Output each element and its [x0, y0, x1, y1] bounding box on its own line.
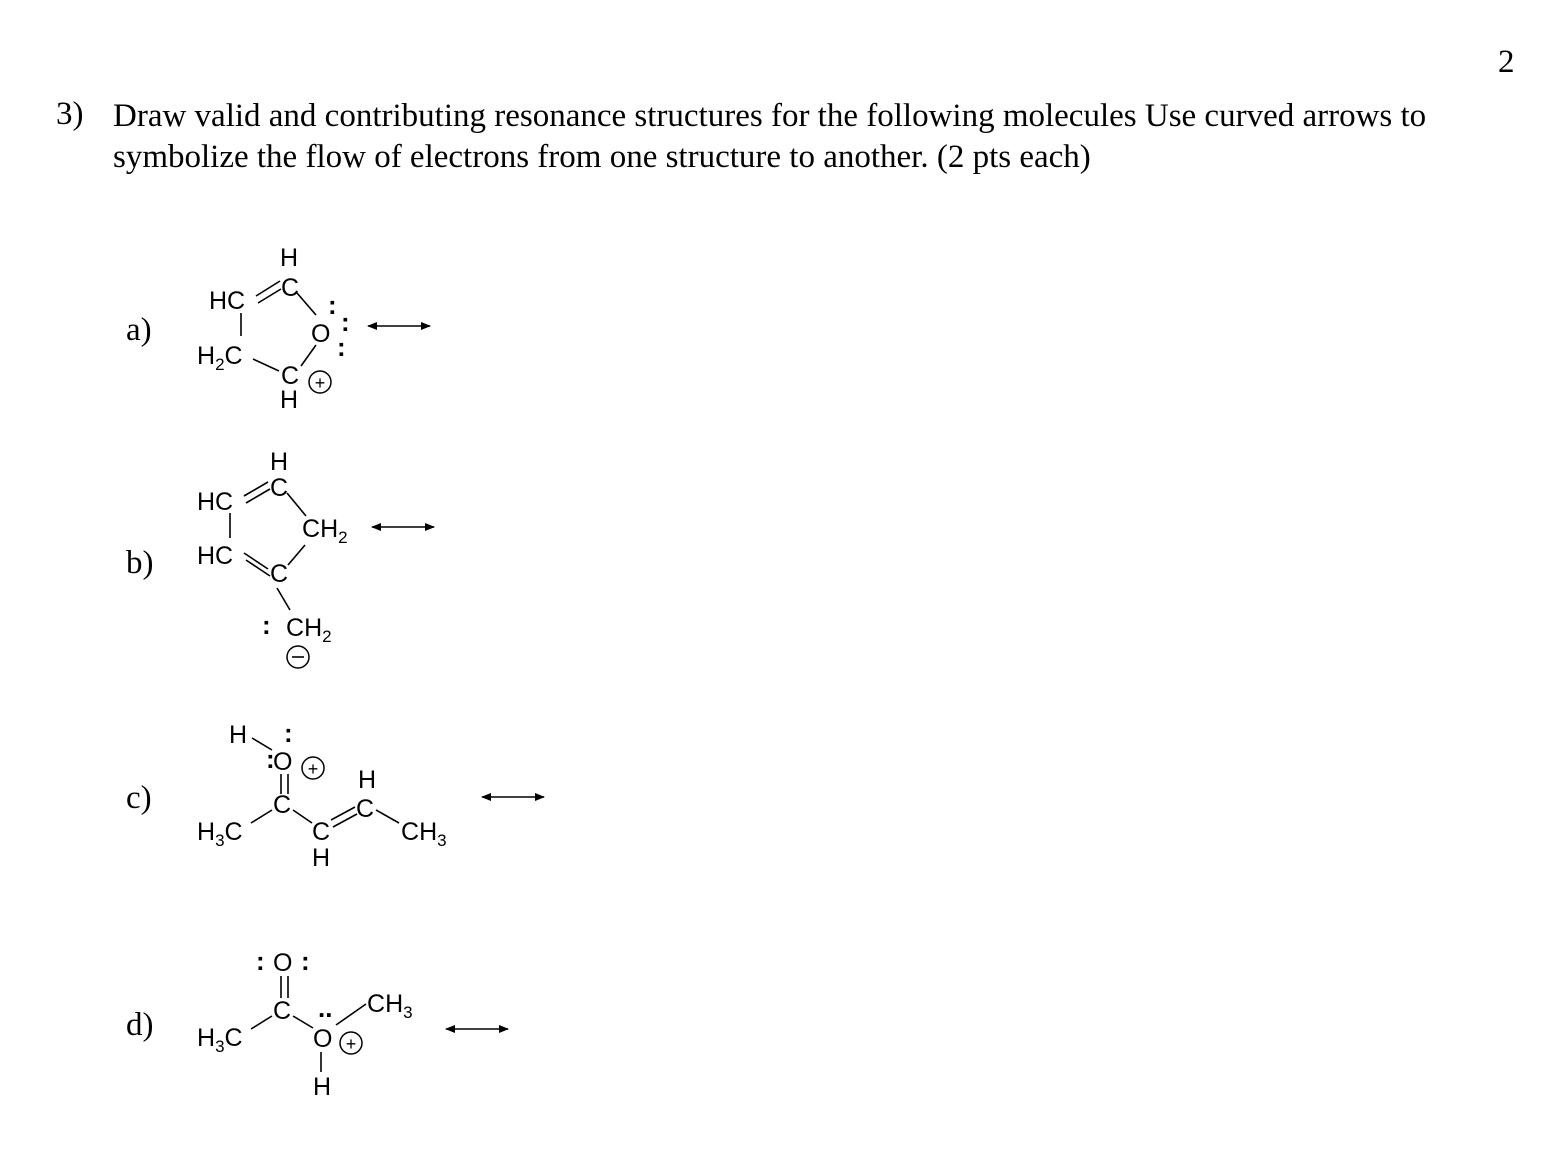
- atom-o: O: [313, 1025, 333, 1053]
- atom-hc: HC: [197, 488, 234, 516]
- atom-c: C: [312, 818, 331, 846]
- part-label-a: a): [126, 312, 152, 348]
- atom-h: H: [312, 844, 331, 872]
- atom-ch3: $CH_3$: [401, 818, 447, 850]
- lone-pair-icon: :: [256, 946, 265, 976]
- atom-h: H: [313, 1073, 332, 1101]
- lone-pair-icon: ..: [318, 993, 333, 1023]
- molecule-b: [197, 448, 434, 668]
- lone-pair-icon: :: [341, 307, 350, 337]
- negative-charge-icon: [287, 646, 309, 668]
- atom-h: H: [229, 721, 248, 749]
- atom-h3c: $H_3C$: [197, 818, 243, 850]
- atom-h3c: $H_3C$: [197, 1024, 243, 1056]
- atom-hc: HC: [209, 287, 246, 315]
- atom-c: C: [281, 274, 300, 302]
- svg-text:+: +: [345, 1034, 357, 1054]
- atom-ch3: $CH_3$: [367, 990, 413, 1022]
- positive-charge-icon: [340, 1032, 362, 1054]
- molecule-d: [197, 946, 508, 1101]
- lone-pair-icon: :: [262, 610, 271, 640]
- lone-pair-icon: :: [337, 332, 346, 362]
- atom-ch2: $CH_2$: [302, 515, 348, 547]
- question-number: 3): [56, 96, 84, 132]
- atom-c: C: [273, 791, 292, 819]
- atom-ch2: $CH_2$: [286, 614, 332, 646]
- positive-charge-icon: [302, 757, 324, 779]
- atom-c: C: [270, 560, 289, 588]
- part-label-d: d): [126, 1007, 154, 1043]
- part-label-c: c): [126, 780, 152, 816]
- part-label-b: b): [126, 545, 154, 581]
- atom-h2c: $H_2C$: [197, 342, 243, 374]
- atom-h: H: [270, 448, 289, 476]
- lone-pair-icon: :: [284, 718, 293, 748]
- svg-text:+: +: [307, 759, 319, 779]
- page-number: 2: [1498, 44, 1515, 80]
- atom-o: O: [273, 748, 293, 776]
- positive-charge-icon: [309, 371, 331, 393]
- atom-h: H: [358, 766, 377, 794]
- svg-text:+: +: [314, 373, 326, 393]
- atom-c: C: [270, 474, 289, 502]
- lone-pair-icon: :: [266, 744, 275, 774]
- molecule-c: [197, 718, 544, 872]
- atom-hc: HC: [197, 542, 234, 570]
- atom-o: O: [273, 949, 293, 977]
- question-text: Draw valid and contributing resonance structures for the following molecules Use curved arrows to symbolize the flow of electrons from one structure to another. (2 pts each): [113, 98, 1427, 175]
- atom-o: O: [311, 320, 331, 348]
- lone-pair-icon: :: [328, 290, 337, 320]
- atom-h: H: [280, 244, 299, 272]
- molecule-a: [197, 244, 430, 414]
- lone-pair-icon: :: [301, 946, 310, 976]
- atom-c: C: [273, 997, 292, 1025]
- atom-c: C: [356, 795, 375, 823]
- atom-h: H: [280, 386, 299, 414]
- atom-c: C: [281, 362, 300, 390]
